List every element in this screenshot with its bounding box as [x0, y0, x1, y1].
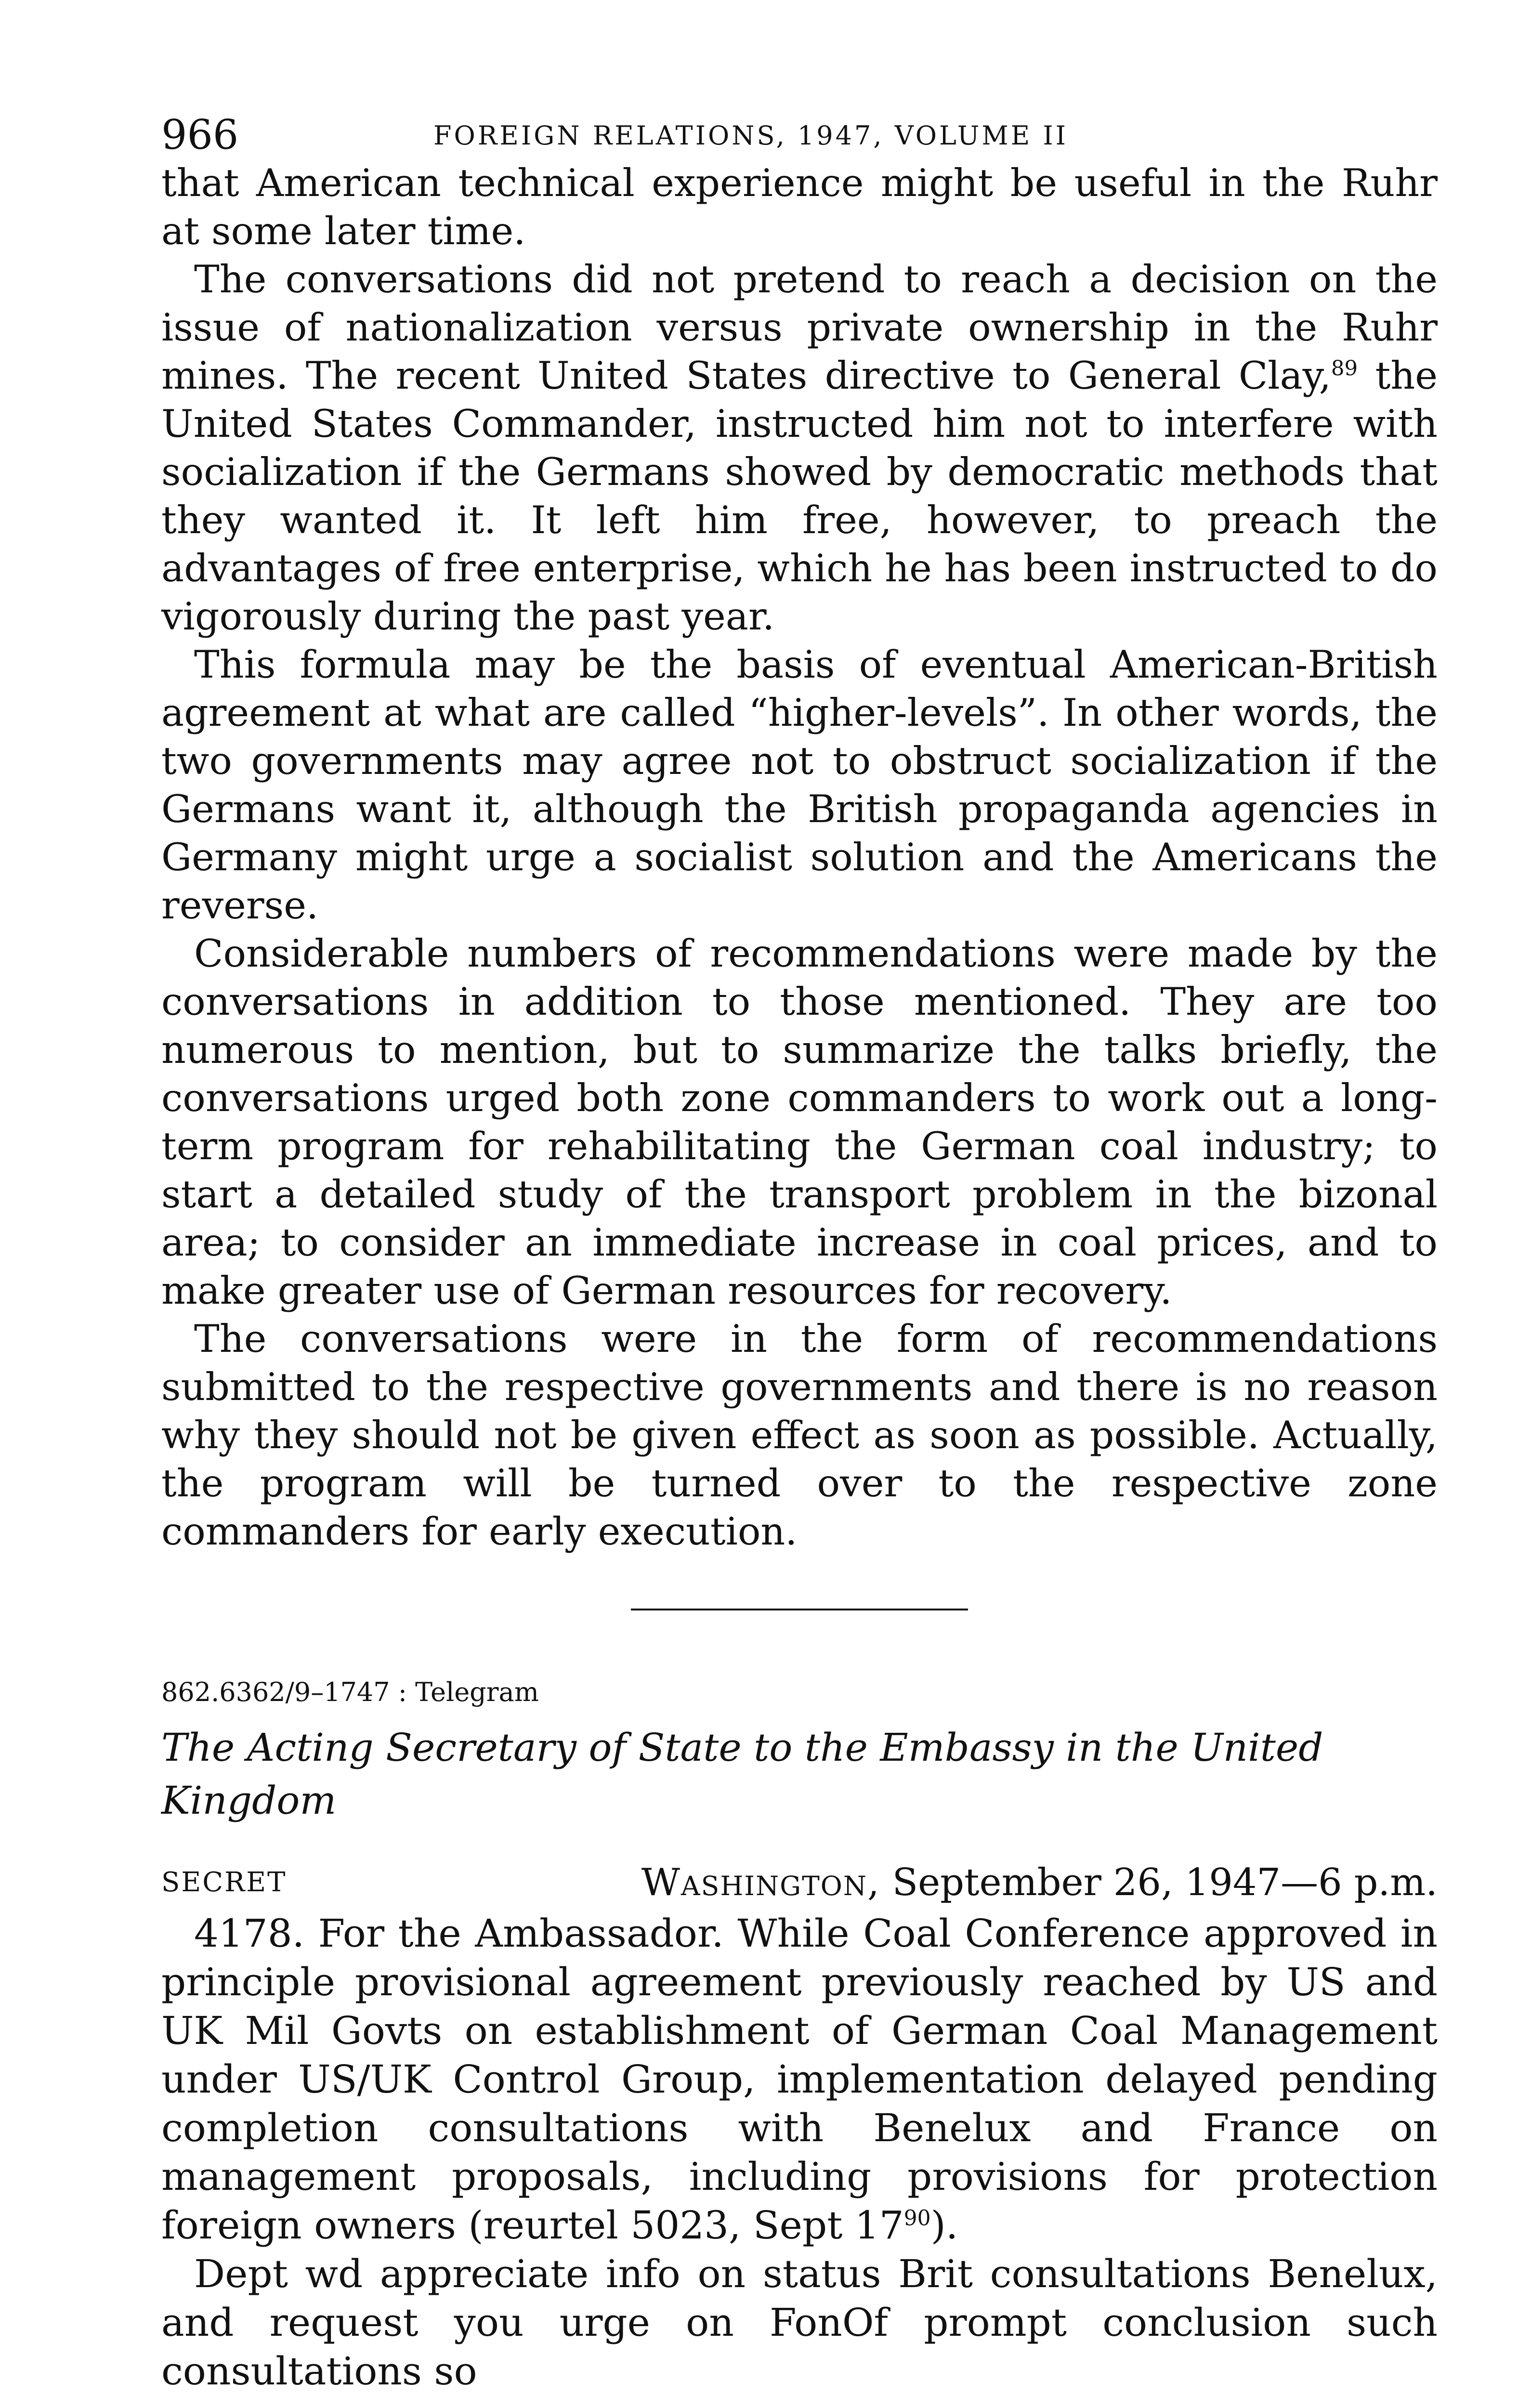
- section-divider: [631, 1609, 968, 1610]
- paragraph-recommendations: Considerable numbers of recommendations were made by the conversations in addition to those mentioned. They are too numerous to mention, but to summarize the talks briefly, the conversations urged both zone commanders to work out a long-term program for rehabilitating the German coal industry; to start a detailed study of the transport problem in the bizonal area; to consider an immediate increase in coal prices, and to make greater use of German resources for recovery.: [161, 931, 1438, 1313]
- book-page: [161, 111, 1438, 2408]
- telegram-paragraph-1: [161, 1909, 1438, 2250]
- place-date: [641, 1856, 1438, 1909]
- paragraph-execution: The conversations were in the form of recommendations submitted to the respective governments and there is no reason why they should not be given effect as soon as possible. Actually, the program will be turned over to the respective zone commanders for early execution.: [161, 1317, 1438, 1554]
- footnote-ref-89[interactable]: 89: [1331, 356, 1358, 381]
- classification-label: SECRET: [161, 1867, 287, 1898]
- date: September 26, 1947—6 p.m.: [892, 1861, 1438, 1904]
- paragraph-continuation: that American technical experience might be useful in the Ruhr at some later time.: [161, 161, 1438, 253]
- page-number: 966: [161, 111, 239, 158]
- paragraph-formula: This formula may be the basis of eventual American-British agreement at what are called “higher-levels”. In other words, the two governments may agree not to obstruct socialization if the Germans want it, although the British propaganda agencies in Germany might urge a socialist solution and the Americans the reverse.: [161, 642, 1438, 928]
- file-reference: 862.6362/9–1747 : Telegram: [161, 1677, 539, 1707]
- footnote-ref-90[interactable]: 90: [903, 2206, 931, 2231]
- paragraph-text: the United States Commander, instructed him not to interfere with socialization if the Germans showed by democratic methods that they wanted it. It left him free, however, to preach the advantages of free enterprise, which he has been instructed to do vigorously during the past year.: [161, 353, 1438, 639]
- document-title: The Acting Secretary of State to the Embassy in the United Kingdom: [161, 1725, 1323, 1823]
- telegram-text: [161, 1909, 1438, 2395]
- paragraph-nationalization: [161, 255, 1438, 641]
- telegram-text-a: 4178. For the Ambassador. While Coal Conference approved in principle provisional agreement previously reached by US and UK Mil Govts on establishment of German Coal Management under US/UK Control Group, implementation delayed pending completion consultations with Benelux and France on management proposals, including provisions for protection foreign owners (reurtel 5023, Sept 17: [161, 1911, 1438, 2248]
- telegram-text-b: ).: [930, 2203, 958, 2248]
- telegram-paragraph-2: Dept wd appreciate info on status Brit consultations Benelux, and request you urge on FonOf prompt conclusion such consultations so: [161, 2251, 1438, 2394]
- paragraph-text: The conversations did not pretend to reach a decision on the issue of nationalization versus private ownership in the Ruhr mines. The recent United States directive to General Clay,: [161, 257, 1438, 398]
- body-text: [161, 159, 1438, 1556]
- running-title: FOREIGN RELATIONS, 1947, VOLUME II: [433, 120, 1068, 151]
- running-head: [161, 111, 1438, 159]
- dateline: [161, 1856, 1438, 1909]
- place: Washington,: [641, 1861, 880, 1904]
